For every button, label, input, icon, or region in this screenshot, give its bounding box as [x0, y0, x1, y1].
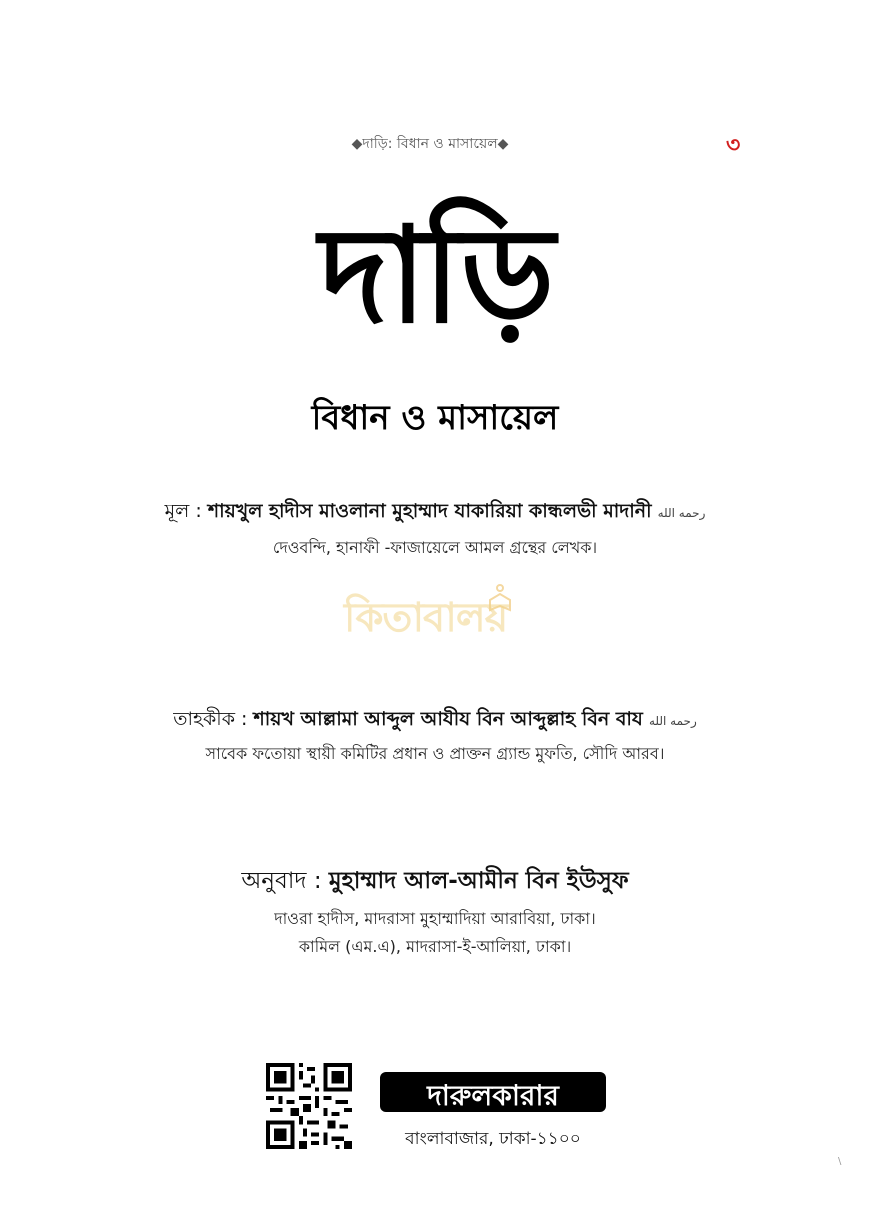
translator-description-1: দাওরা হাদীস, মাদরাসা মুহাম্মাদিয়া আরাবিয়া, ঢাকা। [274, 909, 596, 928]
author-name: শায়খুল হাদীস মাওলানা মুহাম্মাদ যাকারিয়া কান্ধলভী মাদানী [207, 500, 652, 522]
tahqiq-description: সাবেক ফতোয়া স্থায়ী কমিটির প্রধান ও প্রাক্তন গ্র্যান্ড মুফতি, সৌদি আরব। [205, 744, 665, 763]
translator-description-2: কামিল (এম.এ), মাদরাসা-ই-আলিয়া, ঢাকা। [298, 937, 572, 956]
publisher-address: বাংলাবাজার, ঢাকা-১১০০ [405, 1129, 581, 1149]
book-subtitle: বিধান ও মাসায়েল [311, 398, 559, 438]
translator-name: মুহাম্মাদ আল-আমীন বিন ইউসুফ [328, 868, 629, 894]
watermark-text: কিতাবালয় [344, 595, 508, 641]
author-line [0, 497, 870, 529]
publisher-logo [380, 1066, 606, 1116]
corner-mark: \ [838, 1156, 842, 1167]
watermark-logo [340, 578, 540, 641]
qr-code [266, 1063, 352, 1149]
tahqiq-label: তাহকীক : [173, 708, 248, 730]
translator-label: অনুবাদ : [241, 868, 322, 894]
tahqiq-honorific: رحمه الله [648, 714, 697, 728]
tahqiq-name: শায়খ আল্লামা আব্দুল আযীয বিন আব্দুল্লাহ বিন বায [253, 708, 643, 730]
author-honorific: رحمه الله [657, 506, 706, 520]
publisher-name: দারুলকারার [427, 1079, 559, 1112]
tahqiq-line [0, 705, 870, 737]
running-head: ◆দাড়ি: বিধান ও মাসায়েল◆ [351, 136, 509, 152]
book-title: দাড়ি [319, 199, 551, 353]
author-description: দেওবন্দি, হানাফী -ফাজায়েলে আমল গ্রন্থের লেখক। [272, 538, 598, 557]
author-label: মূল : [164, 500, 202, 522]
page-number: ৩ [726, 133, 741, 158]
translator-line [0, 862, 870, 901]
